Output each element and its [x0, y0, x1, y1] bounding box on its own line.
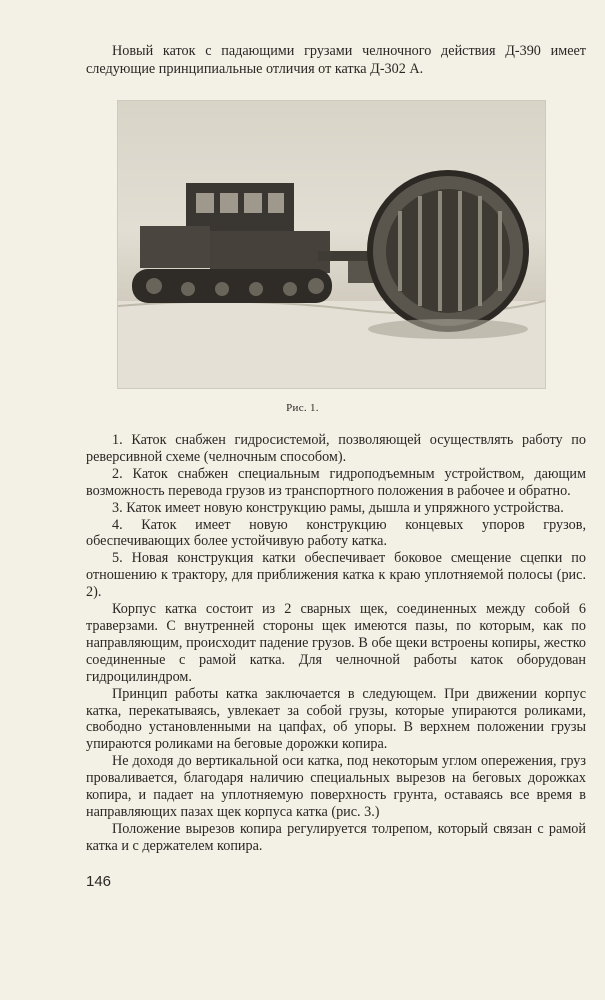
paragraph: Положение вырезов копира регулируется толрепом, который связан с рамой катка и с держателем копира. [86, 820, 586, 854]
intro-paragraph: Новый каток с падающими грузами челночного действия Д-390 имеет следующие принципиальные отличия от катка Д-302 А. [86, 43, 586, 77]
body-text [86, 432, 586, 855]
paragraph: Не доходя до вертикальной оси катка, под некоторым углом опережения, груз проваливается, благодаря наличию специальных вырезов на беговых дорожках копира, и падает на уплотняемую поверхность грунта, оставаясь все время в направляющих пазах щек корпуса катка (рис. 3.) [86, 753, 586, 820]
paragraph: 5. Новая конструкция катки обеспечивает боковое смещение сцепки по отношению к трактору, для приближения катка к краю уплотняемой полосы (рис. 2). [86, 550, 586, 601]
paragraph: Принцип работы катка заключается в следующем. При движении корпус катка, перекатываясь, увлекает за собой грузы, которые упираются роликами, свободно установленными на цапфах, об упоры. В верхнем положении грузы упираются роликами на беговые дорожки копира. [86, 685, 586, 753]
figure-caption: Рис. 1. [286, 402, 319, 414]
paragraph: 1. Каток снабжен гидросистемой, позволяющей осуществлять работу по реверсивной схеме (челночным способом). [86, 432, 586, 465]
paragraph: 4. Каток имеет новую конструкцию концевых упоров грузов, обеспечивающих более устойчивую работу катка. [86, 516, 586, 550]
page-number: 146 [86, 873, 112, 890]
paragraph: 3. Каток имеет новую конструкцию рамы, дышла и упряжного устройства. [112, 499, 564, 516]
figure-photo-roller-tractor [117, 100, 546, 389]
paragraph: 2. Каток снабжен специальным гидроподъемным устройством, дающим возможность перевода грузов из транспортного положения в рабочее и обратно. [86, 465, 586, 499]
tractor-roller-illustration [118, 101, 545, 388]
paragraph: Корпус катка состоит из 2 сварных щек, соединенных между собой 6 траверзами. С внутренней стороны щек имеются пазы, по которым, как по направляющим, происходит падение грузов. В обе щеки встроены копиры, жестко соединенные с рамой катка. Для челночной работы каток оборудован гидроцилиндром. [86, 601, 586, 685]
